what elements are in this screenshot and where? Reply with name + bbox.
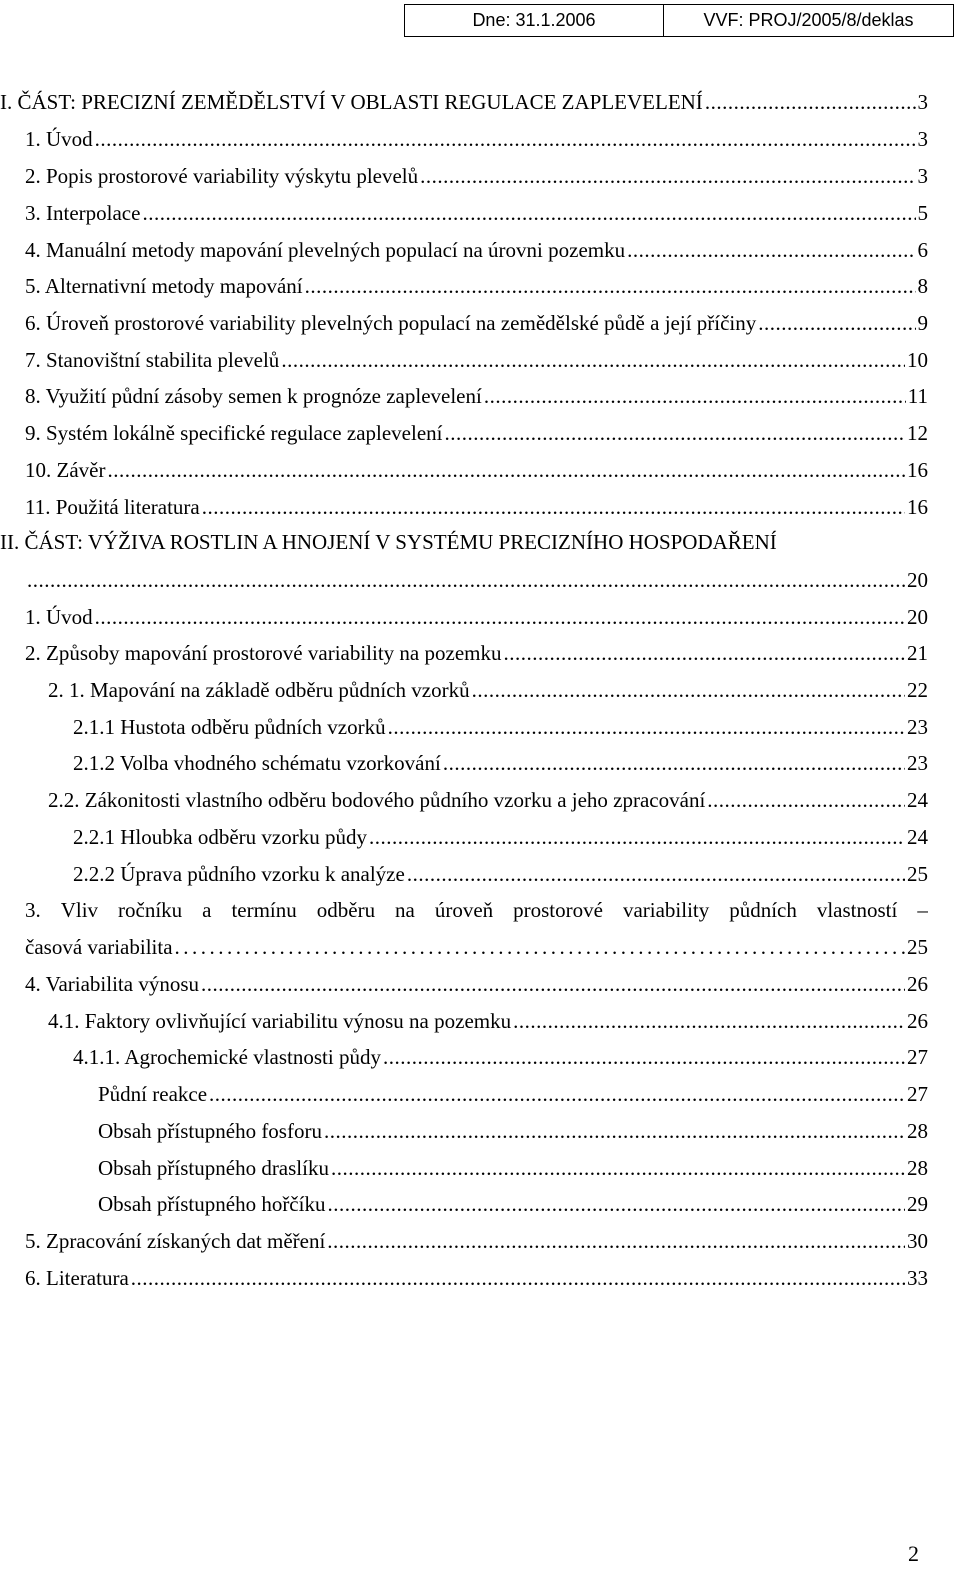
toc-leader-dots [201, 969, 905, 999]
toc-entry-title: 10. Závěr [25, 458, 106, 482]
toc-entry[interactable] [25, 932, 928, 962]
toc-entry-title: 2.1.2 Volba vhodného schématu vzorkování [73, 751, 441, 775]
toc-entry[interactable] [25, 455, 928, 485]
toc-entry-title: 1. Úvod [25, 605, 93, 629]
toc-entry-title: 2. 1. Mapování na základě odběru půdních vzorků [48, 678, 470, 702]
toc-entry[interactable] [25, 602, 928, 632]
toc-entry[interactable] [25, 418, 928, 448]
toc-entry[interactable] [0, 527, 930, 557]
toc-entry[interactable] [25, 1263, 928, 1293]
toc-entry-page: 27 [907, 1045, 928, 1069]
toc-entry[interactable] [25, 565, 928, 595]
toc-leader-dots [327, 1189, 905, 1219]
toc-entry[interactable] [98, 1116, 928, 1146]
toc-entry-page: 3 [917, 164, 928, 188]
header-date: Dne: 31.1.2006 [405, 5, 664, 36]
toc-entry-page: 9 [917, 311, 928, 335]
toc-leader-dots [420, 161, 915, 191]
toc-entry-page: 22 [907, 678, 928, 702]
toc-entry[interactable] [25, 271, 928, 301]
toc-entry-page: 20 [907, 605, 928, 629]
toc-leader-dots [369, 822, 905, 852]
toc-entry-page: 21 [907, 641, 928, 665]
toc-entry-title: 11. Použitá literatura [25, 495, 200, 519]
toc-entry-page: 5 [917, 201, 928, 225]
toc-entry[interactable] [98, 1189, 928, 1219]
toc-leader-dots [758, 308, 915, 338]
toc-leader-dots [472, 675, 905, 705]
document-header [404, 4, 954, 37]
toc-leader-dots [107, 455, 905, 485]
toc-leader-dots [281, 345, 905, 375]
toc-entry-page: 16 [907, 495, 928, 519]
toc-entry[interactable] [25, 492, 928, 522]
toc-entry-title: Půdní reakce [98, 1082, 208, 1106]
toc-entry-page: 8 [917, 274, 928, 298]
toc-leader-dots [331, 1153, 905, 1183]
toc-leader-dots [484, 381, 906, 411]
toc-entry[interactable] [48, 1006, 928, 1036]
toc-entry-page: 3 [917, 127, 928, 151]
toc-entry-title: 4.1. Faktory ovlivňující variabilitu výnosu na pozemku [48, 1009, 512, 1033]
toc-entry-page: 29 [907, 1192, 928, 1216]
toc-entry[interactable] [25, 345, 928, 375]
toc-entry-page: 30 [907, 1229, 928, 1253]
toc-entry-page: 20 [907, 568, 928, 592]
toc-leader-dots [202, 492, 905, 522]
toc-entry-page: 28 [907, 1119, 928, 1143]
toc-leader-dots [209, 1079, 905, 1109]
toc-entry-page: 10 [907, 348, 928, 372]
toc-entry-title: 3. Vliv ročníku a termínu odběru na úroveň prostorové variability půdních vlastností – [25, 898, 928, 922]
toc-leader-dots [95, 602, 905, 632]
toc-entry-title: 9. Systém lokálně specifické regulace zaplevelení [25, 421, 443, 445]
toc-entry-title: 4. Manuální metody mapování plevelných populací na úrovni pozemku [25, 238, 626, 262]
toc-entry[interactable] [48, 785, 928, 815]
toc-leader-dots [388, 712, 905, 742]
toc-entry-title: 7. Stanovištní stabilita plevelů [25, 348, 280, 372]
toc-leader-dots [705, 87, 916, 117]
toc-entry-page: 24 [907, 825, 928, 849]
toc-entry-title: časová variabilita [25, 935, 173, 959]
toc-leader-dots [305, 271, 916, 301]
toc-leader-dots [327, 1226, 905, 1256]
toc-entry-page: 25 [907, 935, 928, 959]
toc-entry[interactable] [73, 748, 928, 778]
toc-entry-title: II. ČÁST: VÝŽIVA ROSTLIN A HNOJENÍ V SYSTÉMU PRECIZNÍHO HOSPODAŘENÍ [0, 530, 777, 554]
toc-entry-page: 25 [907, 862, 928, 886]
toc-entry-title: 1. Úvod [25, 127, 93, 151]
toc-entry[interactable] [25, 161, 928, 191]
toc-leader-dots [131, 1263, 905, 1293]
toc-entry-title: 2.2. Zákonitosti vlastního odběru bodového půdního vzorku a jeho zpracování [48, 788, 706, 812]
toc-entry[interactable] [25, 638, 928, 668]
page-number: 2 [908, 1541, 919, 1566]
toc-entry-page: 16 [907, 458, 928, 482]
toc-entry-page: 6 [917, 238, 928, 262]
header-reference: VVF: PROJ/2005/8/deklas [703, 10, 914, 30]
toc-entry-title: 4. Variabilita výnosu [25, 972, 200, 996]
toc-leader-dots [443, 748, 905, 778]
toc-entry-title: 8. Využití půdní zásoby semen k prognóze zaplevelení [25, 384, 482, 408]
toc-entry[interactable] [25, 198, 928, 228]
toc-entry[interactable] [98, 1153, 928, 1183]
toc-leader-dots [627, 235, 915, 265]
toc-entry-page: 27 [907, 1082, 928, 1106]
toc-entry[interactable] [73, 822, 928, 852]
toc-leader-dots [445, 418, 906, 448]
toc-entry[interactable] [73, 1042, 928, 1072]
toc-entry-page: 26 [907, 1009, 928, 1033]
toc-entry-page: 24 [907, 788, 928, 812]
toc-leader-dots [142, 198, 915, 228]
toc-entry-title: Obsah přístupného fosforu [98, 1119, 322, 1143]
toc-leader-dots [513, 1006, 905, 1036]
toc-entry-page: 33 [907, 1266, 928, 1290]
toc-entry-page: 23 [907, 751, 928, 775]
toc-entry[interactable] [73, 712, 928, 742]
toc-entry-page: 3 [917, 90, 928, 114]
toc-entry-title: 4.1.1. Agrochemické vlastnosti půdy [73, 1045, 381, 1069]
toc-entry[interactable] [0, 87, 928, 117]
toc-entry-title: 5. Zpracování získaných dat měření [25, 1229, 326, 1253]
toc-entry[interactable] [73, 859, 928, 889]
toc-leader-dots [707, 785, 905, 815]
toc-entry-title: Obsah přístupného hořčíku [98, 1192, 326, 1216]
toc-entry-page: 28 [907, 1156, 928, 1180]
toc-leader-dots [503, 638, 905, 668]
toc-leader-dots [175, 932, 905, 962]
toc-entry-title: 2.2.1 Hloubka odběru vzorku půdy [73, 825, 367, 849]
toc-entry[interactable] [25, 124, 928, 154]
toc-leader-dots [383, 1042, 905, 1072]
toc-entry-title: 6. Literatura [25, 1266, 129, 1290]
toc-entry-title: 5. Alternativní metody mapování [25, 274, 303, 298]
toc-entry-page: 11 [907, 384, 928, 408]
toc-leader-dots [95, 124, 916, 154]
toc-entry[interactable] [48, 675, 928, 705]
toc-entry-title: 2. Popis prostorové variability výskytu plevelů [25, 164, 419, 188]
toc-entry-title: 6. Úroveň prostorové variability plevelných populací na zemědělské půdě a její příčiny [25, 311, 757, 335]
toc-entry-page: 26 [907, 972, 928, 996]
toc-entry[interactable] [25, 1226, 928, 1256]
toc-leader-dots [27, 565, 905, 595]
toc-entry[interactable] [25, 969, 928, 999]
toc-entry-title: 2. Způsoby mapování prostorové variability na pozemku [25, 641, 502, 665]
toc-entry-title: 2.1.1 Hustota odběru půdních vzorků [73, 715, 386, 739]
toc-entry-title: Obsah přístupného draslíku [98, 1156, 329, 1180]
toc-entry[interactable] [25, 235, 928, 265]
toc-entry[interactable] [98, 1079, 928, 1109]
toc-entry[interactable] [25, 895, 928, 925]
toc-entry-page: 23 [907, 715, 928, 739]
toc-leader-dots [407, 859, 905, 889]
toc-entry-page: 12 [907, 421, 928, 445]
toc-entry[interactable] [25, 381, 928, 411]
toc-entry-title: 3. Interpolace [25, 201, 141, 225]
toc-entry-title: I. ČÁST: PRECIZNÍ ZEMĚDĚLSTVÍ V OBLASTI REGULACE ZAPLEVELENÍ [0, 90, 703, 114]
toc-entry-title: 2.2.2 Úprava půdního vzorku k analýze [73, 862, 405, 886]
toc-leader-dots [324, 1116, 905, 1146]
toc-entry[interactable] [25, 308, 928, 338]
